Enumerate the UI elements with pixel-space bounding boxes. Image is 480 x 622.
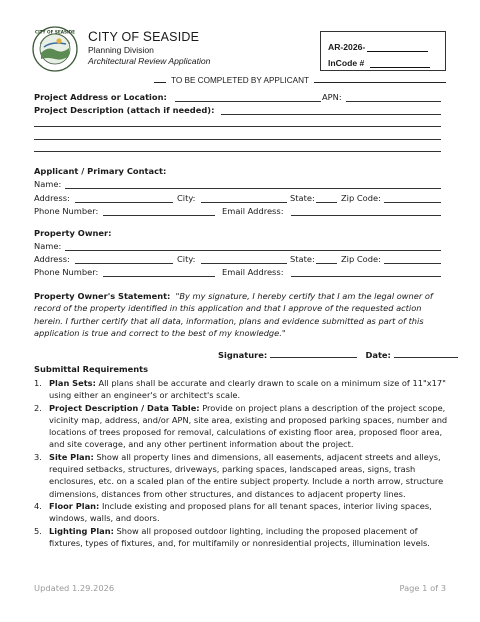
owner-phone-label: Phone Number: <box>34 267 99 277</box>
date-label: Date: <box>365 350 391 360</box>
owner-email-field[interactable] <box>291 276 441 277</box>
signature-row <box>218 350 458 360</box>
project-description-line-3[interactable] <box>34 139 441 140</box>
requirement-item: 5. Lighting Plan: Show all proposed outdoor lighting, including the proposed placement of fixtures, types of fixtures, and, for multifamily or nonresidential projects, illumination levels. <box>34 525 430 548</box>
seal-text: CITY OF SEASIDE <box>35 29 75 35</box>
owner-city-field[interactable] <box>201 263 287 264</box>
owner-zip-field[interactable] <box>384 263 441 264</box>
requirement-item: 1. Plan Sets: All plans shall be accurate and clearly drawn to scale on a minimum size of 11"x17" using either an engineer's or architect's scale. <box>34 378 446 401</box>
signature-label: Signature: <box>218 350 268 360</box>
applicant-section-title: Applicant / Primary Contact: <box>34 166 167 176</box>
apn-label: APN: <box>322 92 342 102</box>
division-name: Planning Division <box>88 45 154 55</box>
project-address-field[interactable] <box>175 101 321 102</box>
project-description-field[interactable] <box>221 114 441 115</box>
applicant-zip-field[interactable] <box>384 202 441 203</box>
owner-statement-label: Property Owner's Statement: <box>34 291 171 301</box>
owner-zip-label: Zip Code: <box>341 254 381 264</box>
owner-phone-field[interactable] <box>103 276 215 277</box>
owner-name-label: Name: <box>34 241 62 251</box>
applicant-city-label: City: <box>177 193 196 203</box>
signature-field[interactable] <box>270 350 357 358</box>
applicant-state-label: State: <box>290 193 315 203</box>
city-seal-logo <box>32 26 78 72</box>
owner-address-label: Address: <box>34 254 70 264</box>
date-field[interactable] <box>394 350 458 358</box>
apn-field[interactable] <box>346 101 441 102</box>
header-block <box>88 30 210 66</box>
owner-email-label: Email Address: <box>222 267 284 277</box>
submittal-requirements-title: Submittal Requirements <box>34 364 149 374</box>
owner-city-label: City: <box>177 254 196 264</box>
applicant-city-field[interactable] <box>201 202 287 203</box>
applicant-name-label: Name: <box>34 179 62 189</box>
requirements-list <box>34 377 448 549</box>
project-description-label: Project Description (attach if needed): <box>34 105 215 115</box>
owner-state-label: State: <box>290 254 315 264</box>
owner-address-field[interactable] <box>75 263 173 264</box>
incode-number-field[interactable]: InCode # <box>328 52 438 68</box>
owner-statement <box>34 290 448 340</box>
owner-section-title: Property Owner: <box>34 228 112 238</box>
applicant-phone-field[interactable] <box>103 215 215 216</box>
applicant-state-field[interactable] <box>316 202 337 203</box>
project-description-line-2[interactable] <box>34 126 441 127</box>
applicant-name-field[interactable] <box>65 188 441 189</box>
applicant-address-label: Address: <box>34 193 70 203</box>
applicant-email-label: Email Address: <box>222 206 284 216</box>
updated-date: Updated 1.29.2026 <box>34 583 115 593</box>
applicant-zip-label: Zip Code: <box>341 193 381 203</box>
owner-statement-text: "By my signature, I hereby certify that I am the legal owner of record of the property identified in this application and that I approve of the requested action herein. I further certify that all data, information, plans and evidence submitted as part of this application is true and correct to the best of my knowledge." <box>34 291 433 339</box>
requirement-item: 3. Site Plan: Show all property lines and dimensions, all easements, adjacent streets and alleys, required setbacks, structures, driveways, parking spaces, landscaped areas, signs, trash enclosures, etc. on a scaled plan of the entire subject property. Include a north arrow, structure dimensions, distances from other structures, and distances to adjacent property lines. <box>34 451 444 499</box>
reference-box <box>320 31 446 71</box>
requirement-item: 4. Floor Plan: Include existing and proposed plans for all tenant spaces, interior living spaces, windows, walls, and doors. <box>34 500 432 524</box>
requirement-item: 2. Project Description / Data Table: Provide on project plans a description of the project scope, vicinity map, address, and/or APN, site area, existing and proposed parking spaces, number and locations of trees proposed for removal, calculations of existing floor area, proposed floor area, and site coverage, and any other pertinent information about the project. <box>34 402 448 450</box>
project-description-line-4[interactable] <box>34 151 441 152</box>
applicant-banner: TO BE COMPLETED BY APPLICANT <box>34 77 446 87</box>
page-number: Page 1 of 3 <box>399 583 446 593</box>
applicant-address-field[interactable] <box>75 202 173 203</box>
owner-name-field[interactable] <box>65 250 441 251</box>
city-title: CITY OF SEASIDE <box>88 29 200 44</box>
owner-state-field[interactable] <box>316 263 337 264</box>
application-name: Architectural Review Application <box>88 56 211 66</box>
applicant-phone-label: Phone Number: <box>34 206 99 216</box>
applicant-email-field[interactable] <box>291 215 441 216</box>
project-address-label: Project Address or Location: <box>34 92 167 102</box>
ar-number-field[interactable]: AR-2026- <box>328 36 438 52</box>
